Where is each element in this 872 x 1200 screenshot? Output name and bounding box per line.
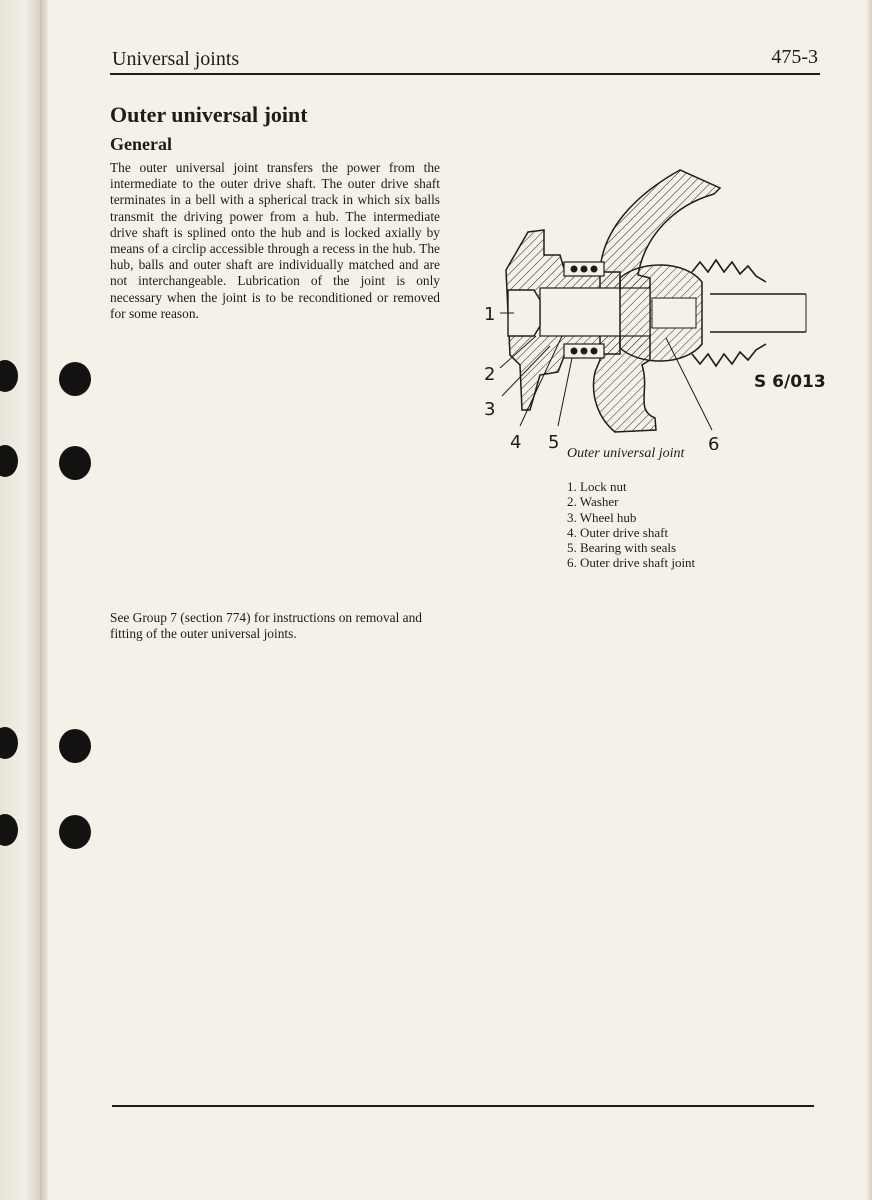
output-shaft [710, 294, 806, 332]
spine-edge [40, 0, 48, 1200]
callout-6: 6 [708, 434, 720, 450]
callout-4: 4 [510, 432, 522, 450]
legend-item: 4. Outer drive shaft [567, 524, 669, 540]
page-title: Outer universal joint [110, 102, 308, 127]
see-group-note: See Group 7 (section 774) for instructions on removal and fitting of the outer universal joints. [110, 610, 423, 642]
binder-spine [0, 0, 40, 1200]
header-rule [110, 73, 820, 75]
punch-hole-2b [59, 446, 91, 480]
legend-item: 5. Bearing with seals [567, 540, 677, 556]
punch-hole-3b [59, 729, 91, 763]
footer-rule [112, 1105, 814, 1107]
section-header: Universal joints [112, 48, 240, 70]
figure-caption: Outer universal joint [567, 446, 685, 461]
legend-item: 3. Wheel hub [567, 509, 637, 525]
joint-diagram [470, 160, 815, 450]
body-paragraph: The outer universal joint transfers the power from the intermediate to the outer drive shaft. The outer drive shaft terminates in a bell with a spherical track in which six balls transmit the driving power from a hub. The intermediate drive shaft is splined onto the hub and is locked axially by means of a circlip accessible through a recess in the hub. The hub, balls and outer shaft are individually matched and are not interchangeable. Lubrication of the joint is only necessary when the joint is to be reconditioned or removed for some reason. [110, 160, 440, 321]
figure-code: S 6/013 [754, 372, 826, 392]
page-edge [866, 0, 872, 1200]
callout-5: 5 [548, 432, 560, 450]
punch-hole-1b [59, 362, 91, 396]
rubber-boot [692, 260, 766, 366]
section-subtitle: General [110, 134, 172, 154]
callout-2: 2 [484, 364, 496, 385]
figure-legend [567, 479, 695, 571]
callout-1: 1 [484, 304, 496, 325]
punch-hole-4b [59, 815, 91, 849]
legend-item: 6. Outer drive shaft joint [567, 555, 696, 571]
callout-3: 3 [484, 399, 496, 420]
page-number: 475-3 [771, 46, 818, 68]
legend-item: 2. Washer [567, 494, 619, 510]
legend-item: 1. Lock nut [567, 479, 627, 494]
